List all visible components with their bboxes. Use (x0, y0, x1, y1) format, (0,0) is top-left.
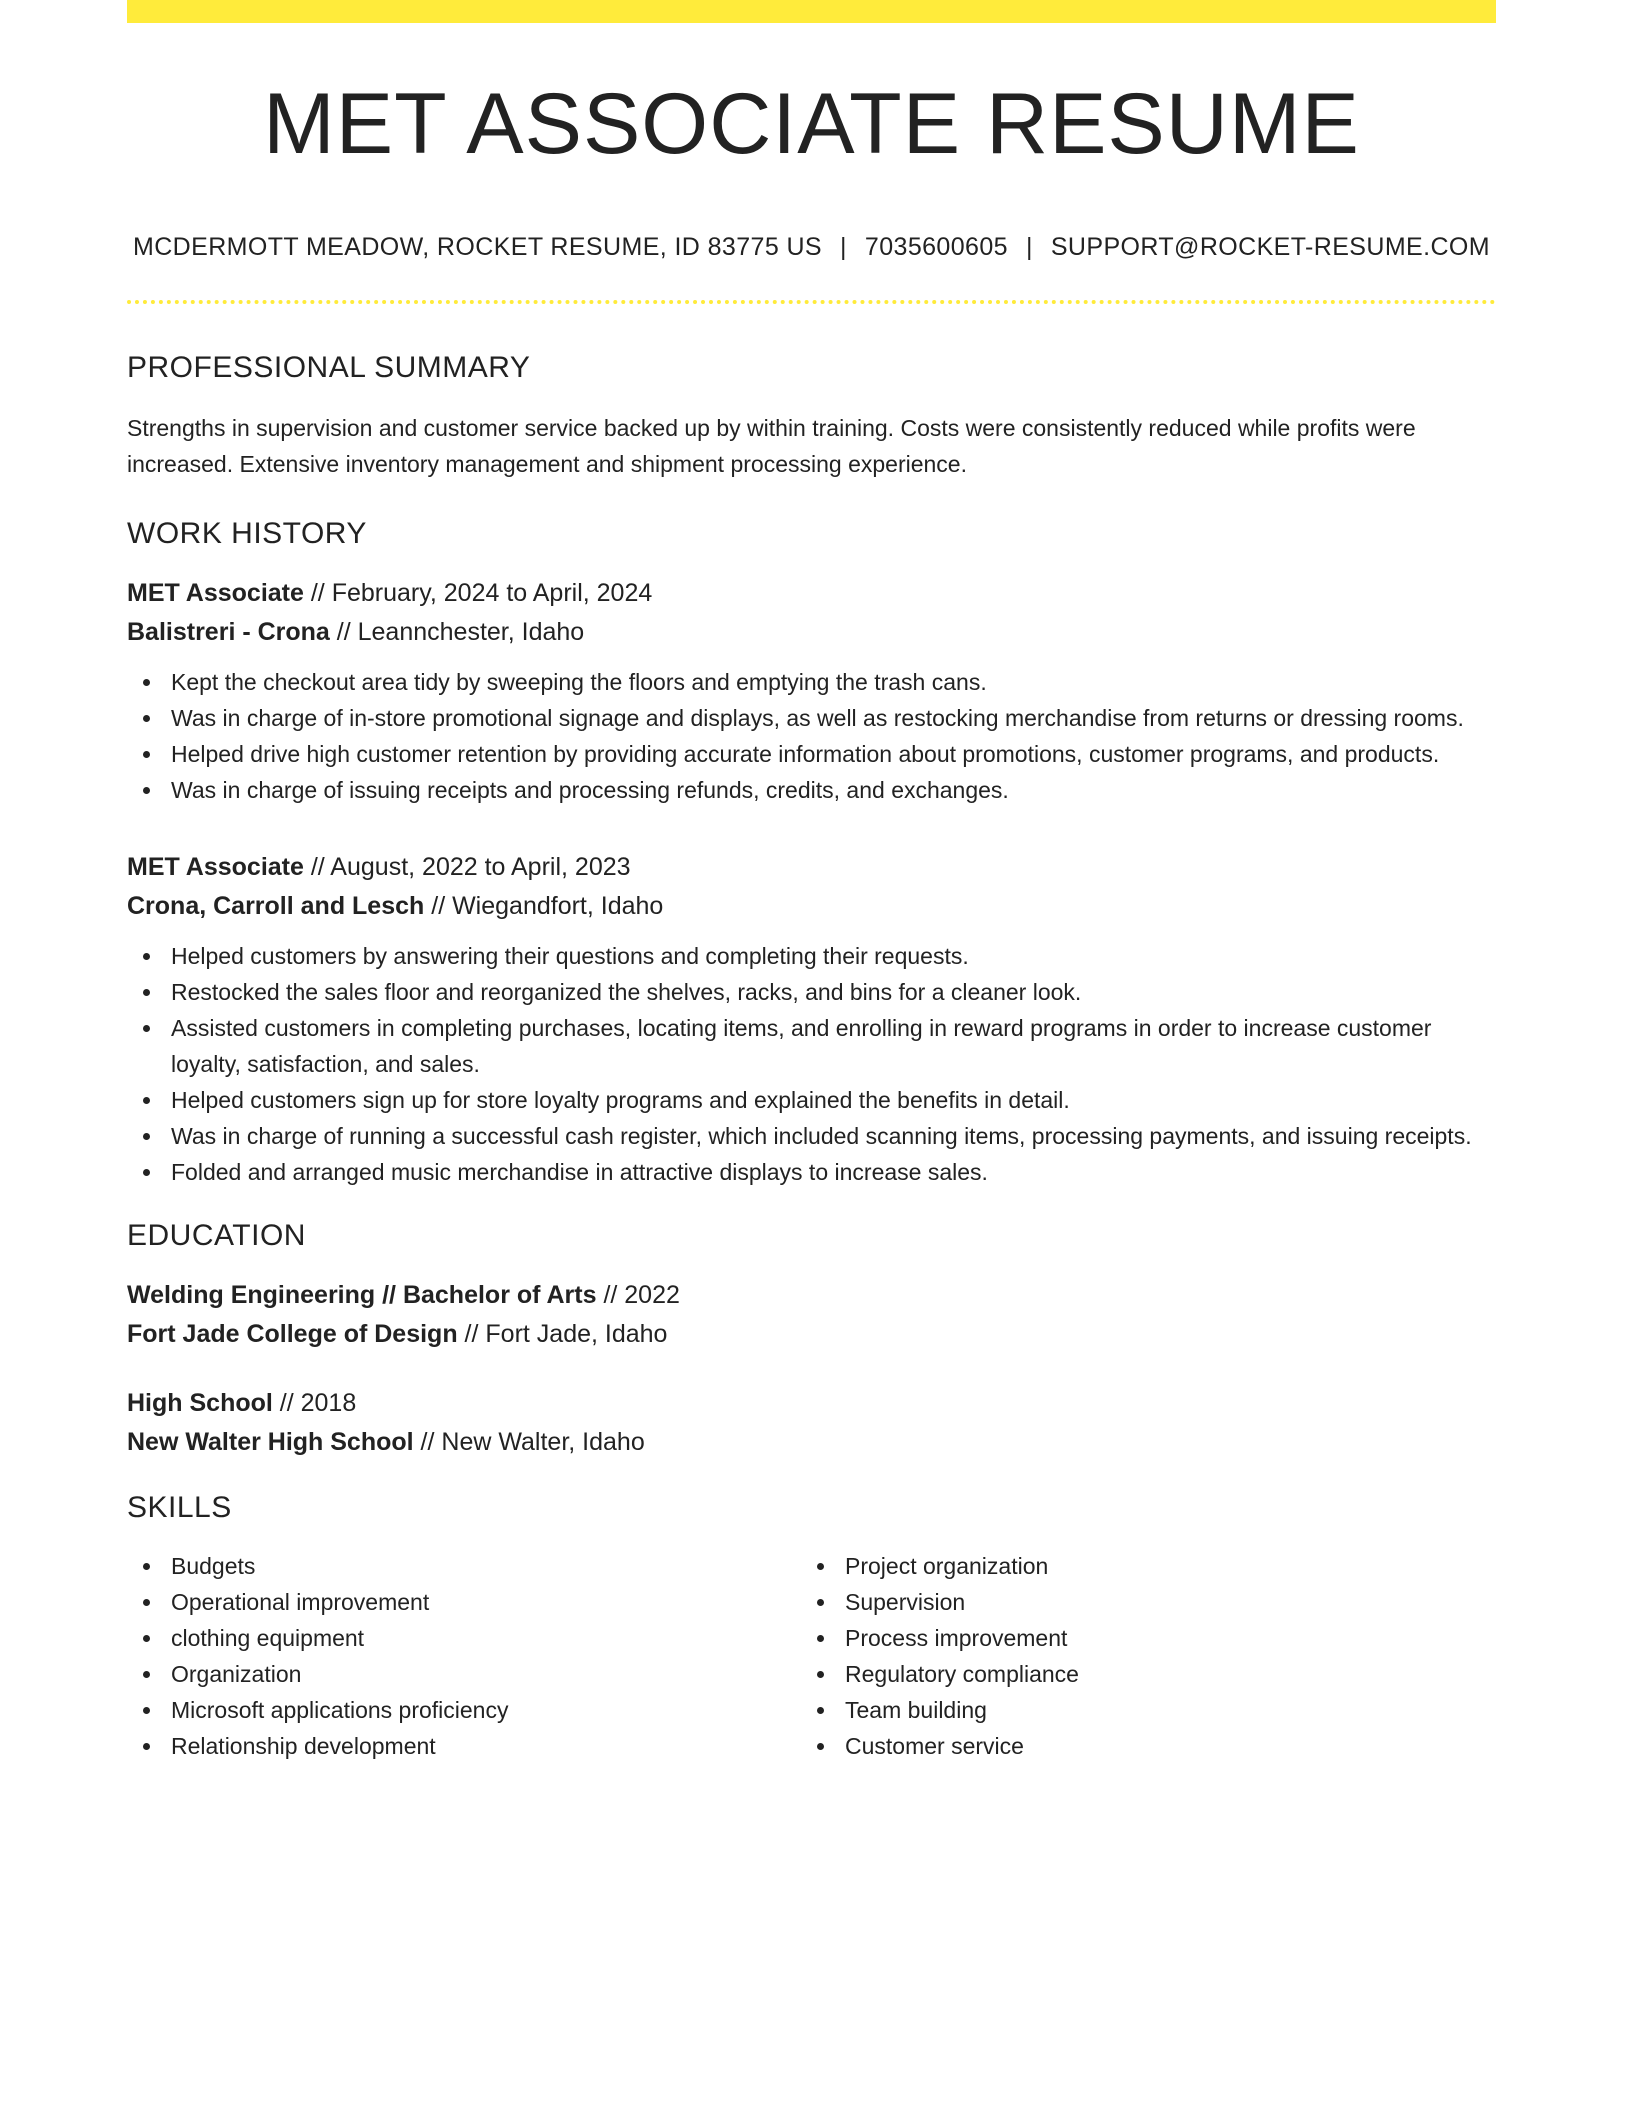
education-school-line (127, 1423, 1496, 1462)
education-degree-line (127, 1276, 1496, 1315)
summary-text: Strengths in supervision and customer service backed up by within training. Costs were consistently reduced while profits were increased. Extensive inventory management and shipment processing experience. (127, 415, 1416, 477)
job-company-line (127, 613, 1496, 652)
job-entry (127, 574, 1496, 808)
skills-columns (127, 1548, 1496, 1764)
work-history-heading: WORK HISTORY (127, 517, 367, 550)
job-role-line (127, 574, 1496, 613)
list-item: Assisted customers in completing purchases, locating items, and enrolling in reward programs in order to increase customer loyalty, satisfaction, and sales. (127, 1010, 1496, 1082)
skill-item: Process improvement (801, 1620, 1401, 1656)
education-year: // 2022 (596, 1281, 680, 1309)
resume-title: MET ASSOCIATE RESUME (263, 76, 1360, 172)
education-degree: Welding Engineering // Bachelor of Arts (127, 1281, 597, 1309)
job-location: // Wiegandfort, Idaho (424, 892, 664, 920)
education-school-line (127, 1315, 1496, 1354)
education-location: // Fort Jade, Idaho (457, 1320, 668, 1348)
dotted-divider (127, 300, 1496, 304)
skill-item: Project organization (801, 1548, 1401, 1584)
list-item: Helped customers sign up for store loyalty programs and explained the benefits in detail. (127, 1082, 1496, 1118)
contact-separator: | (1025, 233, 1033, 261)
education-entry (127, 1384, 1496, 1462)
job-role-line (127, 848, 1496, 887)
job-duties-list (127, 938, 1496, 1190)
skill-item: Relationship development (127, 1728, 801, 1764)
contact-line (127, 233, 1496, 262)
skill-item: Operational improvement (127, 1584, 801, 1620)
list-item: Was in charge of running a successful cash register, which included scanning items, processing payments, and issuing receipts. (127, 1118, 1496, 1154)
job-dates: // August, 2022 to April, 2023 (303, 853, 631, 881)
job-role: MET Associate (127, 853, 304, 881)
job-entry (127, 848, 1496, 1190)
skills-column-right (801, 1548, 1401, 1764)
education-entry (127, 1276, 1496, 1354)
job-company: Crona, Carroll and Lesch (127, 892, 425, 920)
skills-list (801, 1548, 1401, 1764)
contact-email: SUPPORT@ROCKET-RESUME.COM (1050, 233, 1490, 261)
skill-item: Team building (801, 1692, 1401, 1728)
skill-item: Supervision (801, 1584, 1401, 1620)
list-item: Helped customers by answering their questions and completing their requests. (127, 938, 1496, 974)
education-location: // New Walter, Idaho (413, 1428, 645, 1456)
list-item: Was in charge of in-store promotional signage and displays, as well as restocking merchandise from returns or dressing rooms. (127, 700, 1496, 736)
education-school: New Walter High School (127, 1428, 414, 1456)
list-item: Was in charge of issuing receipts and processing refunds, credits, and exchanges. (127, 772, 1496, 808)
resume-page (127, 0, 1496, 1764)
skills-column-left (127, 1548, 801, 1764)
job-company: Balistreri - Crona (127, 618, 330, 646)
skill-item: Organization (127, 1656, 801, 1692)
list-item: Helped drive high customer retention by providing accurate information about promotions, customer programs, and products. (127, 736, 1496, 772)
skill-item: clothing equipment (127, 1620, 801, 1656)
list-item: Kept the checkout area tidy by sweeping the floors and emptying the trash cans. (127, 664, 1496, 700)
contact-separator: | (840, 233, 847, 261)
skills-list (127, 1548, 801, 1764)
list-item: Folded and arranged music merchandise in attractive displays to increase sales. (127, 1154, 1496, 1190)
education-heading: EDUCATION (127, 1219, 306, 1252)
list-item: Restocked the sales floor and reorganized the shelves, racks, and bins for a cleaner look. (127, 974, 1496, 1010)
job-company-line (127, 887, 1496, 926)
summary-heading: PROFESSIONAL SUMMARY (127, 351, 531, 384)
education-degree: High School (127, 1389, 273, 1417)
skill-item: Budgets (127, 1548, 801, 1584)
education-degree-line (127, 1384, 1496, 1423)
skills-heading: SKILLS (127, 1491, 232, 1524)
education-school: Fort Jade College of Design (127, 1320, 458, 1348)
skill-item: Regulatory compliance (801, 1656, 1401, 1692)
education-year: // 2018 (272, 1389, 357, 1417)
job-location: // Leannchester, Idaho (329, 618, 585, 646)
job-role: MET Associate (127, 579, 304, 607)
contact-phone: 7035600605 (864, 233, 1008, 261)
job-dates: // February, 2024 to April, 2024 (303, 579, 653, 607)
skill-item: Customer service (801, 1728, 1401, 1764)
skill-item: Microsoft applications proficiency (127, 1692, 801, 1728)
job-duties-list (127, 664, 1496, 808)
accent-top-bar (127, 0, 1496, 23)
contact-address: MCDERMOTT MEADOW, ROCKET RESUME, ID 83775 US (132, 233, 822, 261)
